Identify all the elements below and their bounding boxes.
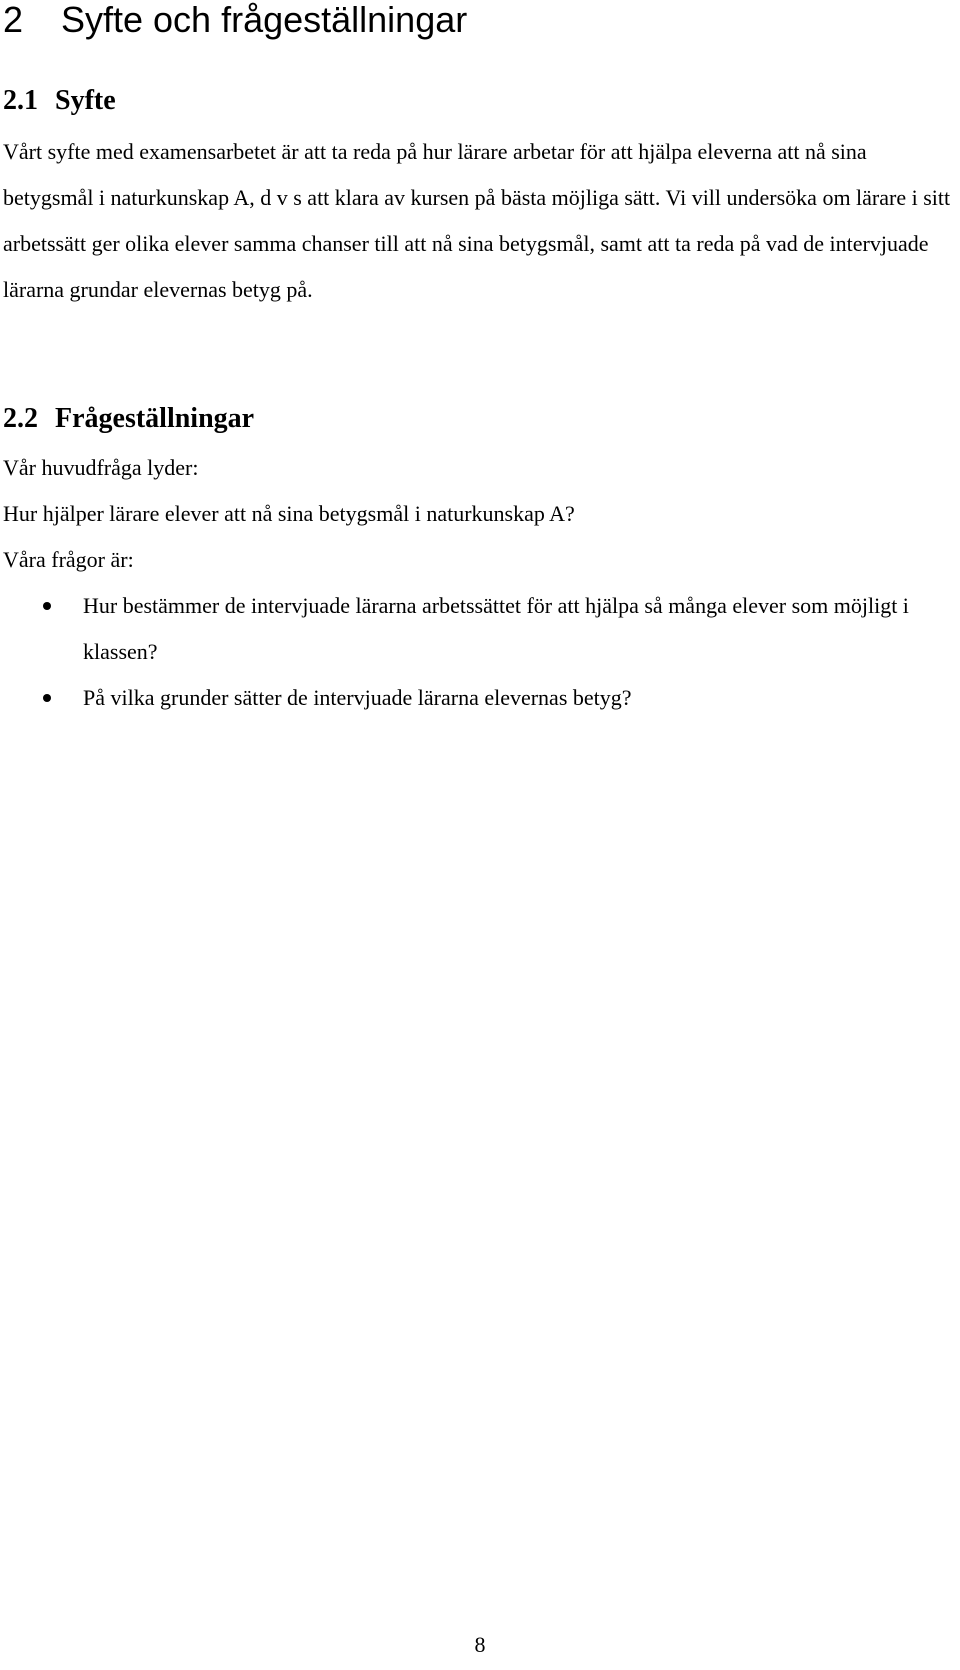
section-number-fragestallningar: 2.2: [3, 403, 38, 434]
section-title-syfte: Syfte: [55, 85, 116, 116]
main-question-intro: Vår huvudfråga lyder:: [3, 455, 199, 480]
question-text: På vilka grunder sätter de intervjuade lärarna elevernas betyg?: [83, 685, 632, 710]
chapter-number: 2: [3, 0, 24, 40]
section-heading-syfte: [3, 84, 116, 118]
questions-intro: Våra frågor är:: [3, 547, 134, 572]
chapter-title: Syfte och frågeställningar: [61, 0, 468, 40]
section-heading-fragestallningar: [3, 402, 254, 436]
bullet-icon: [43, 602, 51, 610]
bullet-icon: [43, 694, 51, 702]
list-item: [0, 675, 943, 721]
page-number: 8: [474, 1632, 486, 1657]
main-question: Hur hjälper lärare elever att nå sina betygsmål i naturkunskap A?: [3, 501, 575, 526]
section-title-fragestallningar: Frågeställningar: [55, 403, 255, 434]
questions-list: [0, 583, 960, 721]
syfte-paragraph: Vårt syfte med examensarbetet är att ta reda på hur lärare arbetar för att hjälpa eleverna att nå sina betygsmål i naturkunskap A, d v s att klara av kursen på bästa möjliga sätt. Vi vill undersöka om lärare i sitt arbetssätt ger olika elever samma chanser till att nå sina betygsmål, samt att ta reda på vad de intervjuade lärarna grundar elevernas betyg på.: [3, 139, 951, 302]
chapter-heading: [3, 0, 467, 42]
list-item: [0, 583, 943, 675]
question-text: Hur bestämmer de intervjuade lärarna arbetssättet för att hjälpa så många elever som möjligt i klassen?: [83, 593, 909, 664]
section-number-syfte: 2.1: [3, 85, 38, 116]
